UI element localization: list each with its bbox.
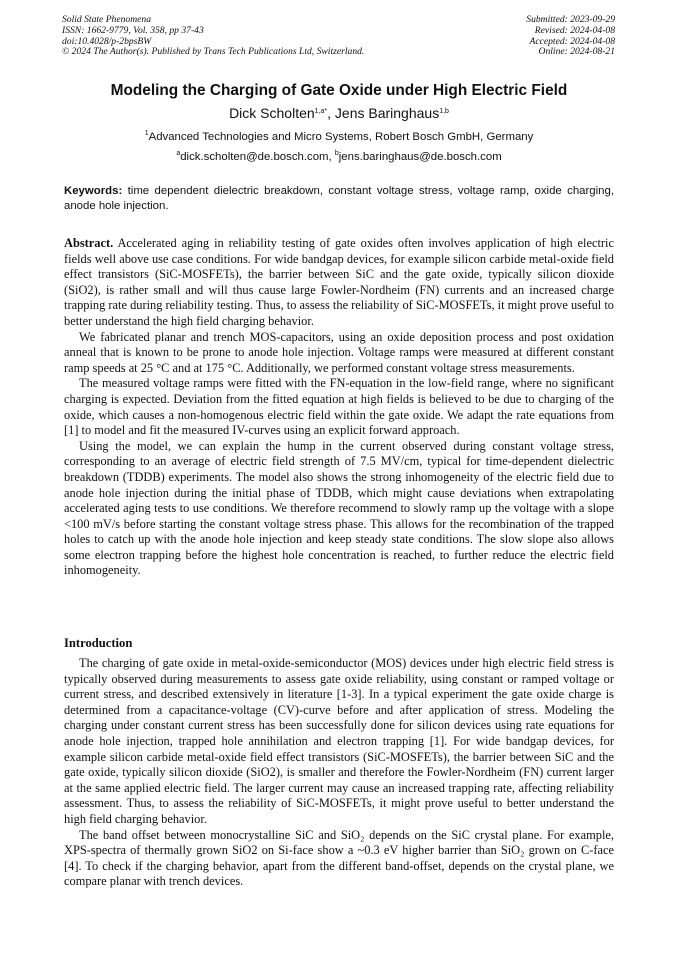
author-1-marker: 1,a* xyxy=(314,108,328,115)
author-2-marker: 1,b xyxy=(439,108,449,115)
paper-title: Modeling the Charging of Gate Oxide under High Electric Field xyxy=(110,82,568,99)
keywords-text: time dependent dielectric breakdown, constant voltage stress, voltage ramp, oxide charging, anode hole injection. xyxy=(64,185,614,213)
email-1-marker: a xyxy=(176,150,181,157)
doi: doi:10.4028/p-2bpsBW xyxy=(62,35,152,47)
emails xyxy=(40,150,638,165)
author-2: Jens Baringhaus xyxy=(334,105,440,121)
abstract-paragraph: The measured voltage ramps were fitted with the FN-equation in the low-field range, where no significant charging is expected. Deviation from the fitted equation at high fields is believed to be due to charging of the oxide, which causes a non-homogenous electric field within the gate oxide. We adapt the rate equations from [1] to model and fit the measured IV-curves using an explicit forward approach. xyxy=(64,376,614,438)
authors xyxy=(40,105,638,122)
email-1: dick.scholten@de.bosch.com, xyxy=(180,151,335,163)
abstract-paragraph: Using the model, we can explain the hump in the current observed during constant voltage stress, corresponding to an average of electric field strength of 7.5 MV/cm, typical for time-dependent dielectric breakdown (TDDB) experiments. The model also shows the strong inhomogeneity of the electric field due to anode hole injection during the initial phase of TDDB, which might cause deviations when extrapolating accelerated aging tests to use conditions. We therefore recommend to slowly ramp up the voltage with a slope <100 mV/s before starting the constant voltage stress phase. This allows for the recombination of the trapped holes to catch up with the anode hole injection and keep steady state conditions. The slow slope also allows some electron trapping before the highest hole concentration is reached, to further reduce the electric field inhomogeneity. xyxy=(64,438,614,578)
accepted-date: Accepted: 2024-04-08 xyxy=(529,35,615,47)
author-1: Dick Scholten xyxy=(229,105,315,121)
affiliation-marker: 1 xyxy=(144,130,149,137)
keywords-label: Keywords: xyxy=(64,185,123,197)
revised-date: Revised: 2024-04-08 xyxy=(534,24,615,36)
abstract-paragraph: We fabricated planar and trench MOS-capacitors, using an oxide deposition process and post oxidation anneal that is known to be prone to anode hole injection. Voltage ramps were measured at different constant ramp speeds at 25 °C and at 175 °C. Additionally, we performed constant voltage stress measurements. xyxy=(64,329,614,375)
affiliation-text: Advanced Technologies and Micro Systems, Robert Bosch GmbH, Germany xyxy=(148,131,534,143)
abstract-paragraph xyxy=(64,236,614,330)
introduction-heading: Introduction xyxy=(64,636,133,650)
affiliation xyxy=(40,130,638,145)
email-2-marker: b xyxy=(334,150,339,157)
introduction xyxy=(64,656,614,890)
submitted-date: Submitted: 2023-09-29 xyxy=(526,14,615,25)
author-separator: , xyxy=(327,105,335,121)
abstract-text-1: Accelerated aging in reliability testing of gate oxides often involves application of high electric fields well above use case conditions. For wide bandgap devices, for example silicon carbide metal-oxide field effect transistors (SiC-MOSFETs), the barrier between SiC and the gate oxide, typically silicon dioxide (SiO2), is rather small and will thus cause large Fowler-Nordheim (FN) currents and an increased charge trapping rate during reliability testing. Thus, to assess the reliability of SiC-MOSFETs, it might prove useful to better understand the high field charging behavior. xyxy=(64,236,614,328)
email-2: jens.baringhaus@de.bosch.com xyxy=(338,151,502,163)
abstract-label: Abstract. xyxy=(64,236,114,250)
copyright: © 2024 The Author(s). Published by Trans Tech Publications Ltd, Switzerland. xyxy=(62,46,365,58)
keywords xyxy=(64,184,614,215)
issn: ISSN: 1662-9779, Vol. 358, pp 37-43 xyxy=(62,24,204,36)
abstract xyxy=(64,236,614,579)
online-date: Online: 2024-08-21 xyxy=(538,46,615,58)
introduction-paragraph: The band offset between monocrystalline SiC and SiO₂ depends on the SiC crystal plane. For example, XPS-spectra of thermally grown SiO2 on Si-face show a ~0.3 eV higher barrier than SiO₂ grown on C-face [4]. To check if the charging behavior, apart from the different band-offset, depends on the crystal plane, we compare planar with trench devices. xyxy=(64,827,614,889)
introduction-paragraph: The charging of gate oxide in metal-oxide-semiconductor (MOS) devices under high electric field stress is typically observed during measurements to assess gate oxide reliability, using constant or ramped voltage or current stress, and described extensively in literature [1-3]. In a typical experiment the gate oxide charge is determined from a capacitance-voltage (CV)-curve before and after application of stress. Modeling the charging under constant current stress has been successfully done for silicon devices using rate equations for anode hole injection, trapped hole annihilation and electron trapping [1]. For wide bandgap devices, for example silicon carbide metal-oxide field effect transistors (SiC-MOSFETs), the barrier between SiC and the gate oxide, typically silicon dioxide (SiO2), is smaller and therefore the Fowler-Nordheim (FN) current larger at the same applied electric field. The larger current may cause an increased trapping rate, affecting reliability assessment. Thus, to assess the reliability of SiC-MOSFETs, it might prove useful to better understand the high field charging behavior. xyxy=(64,656,614,826)
journal-name: Solid State Phenomena xyxy=(62,14,151,25)
publication-dates xyxy=(395,15,615,58)
